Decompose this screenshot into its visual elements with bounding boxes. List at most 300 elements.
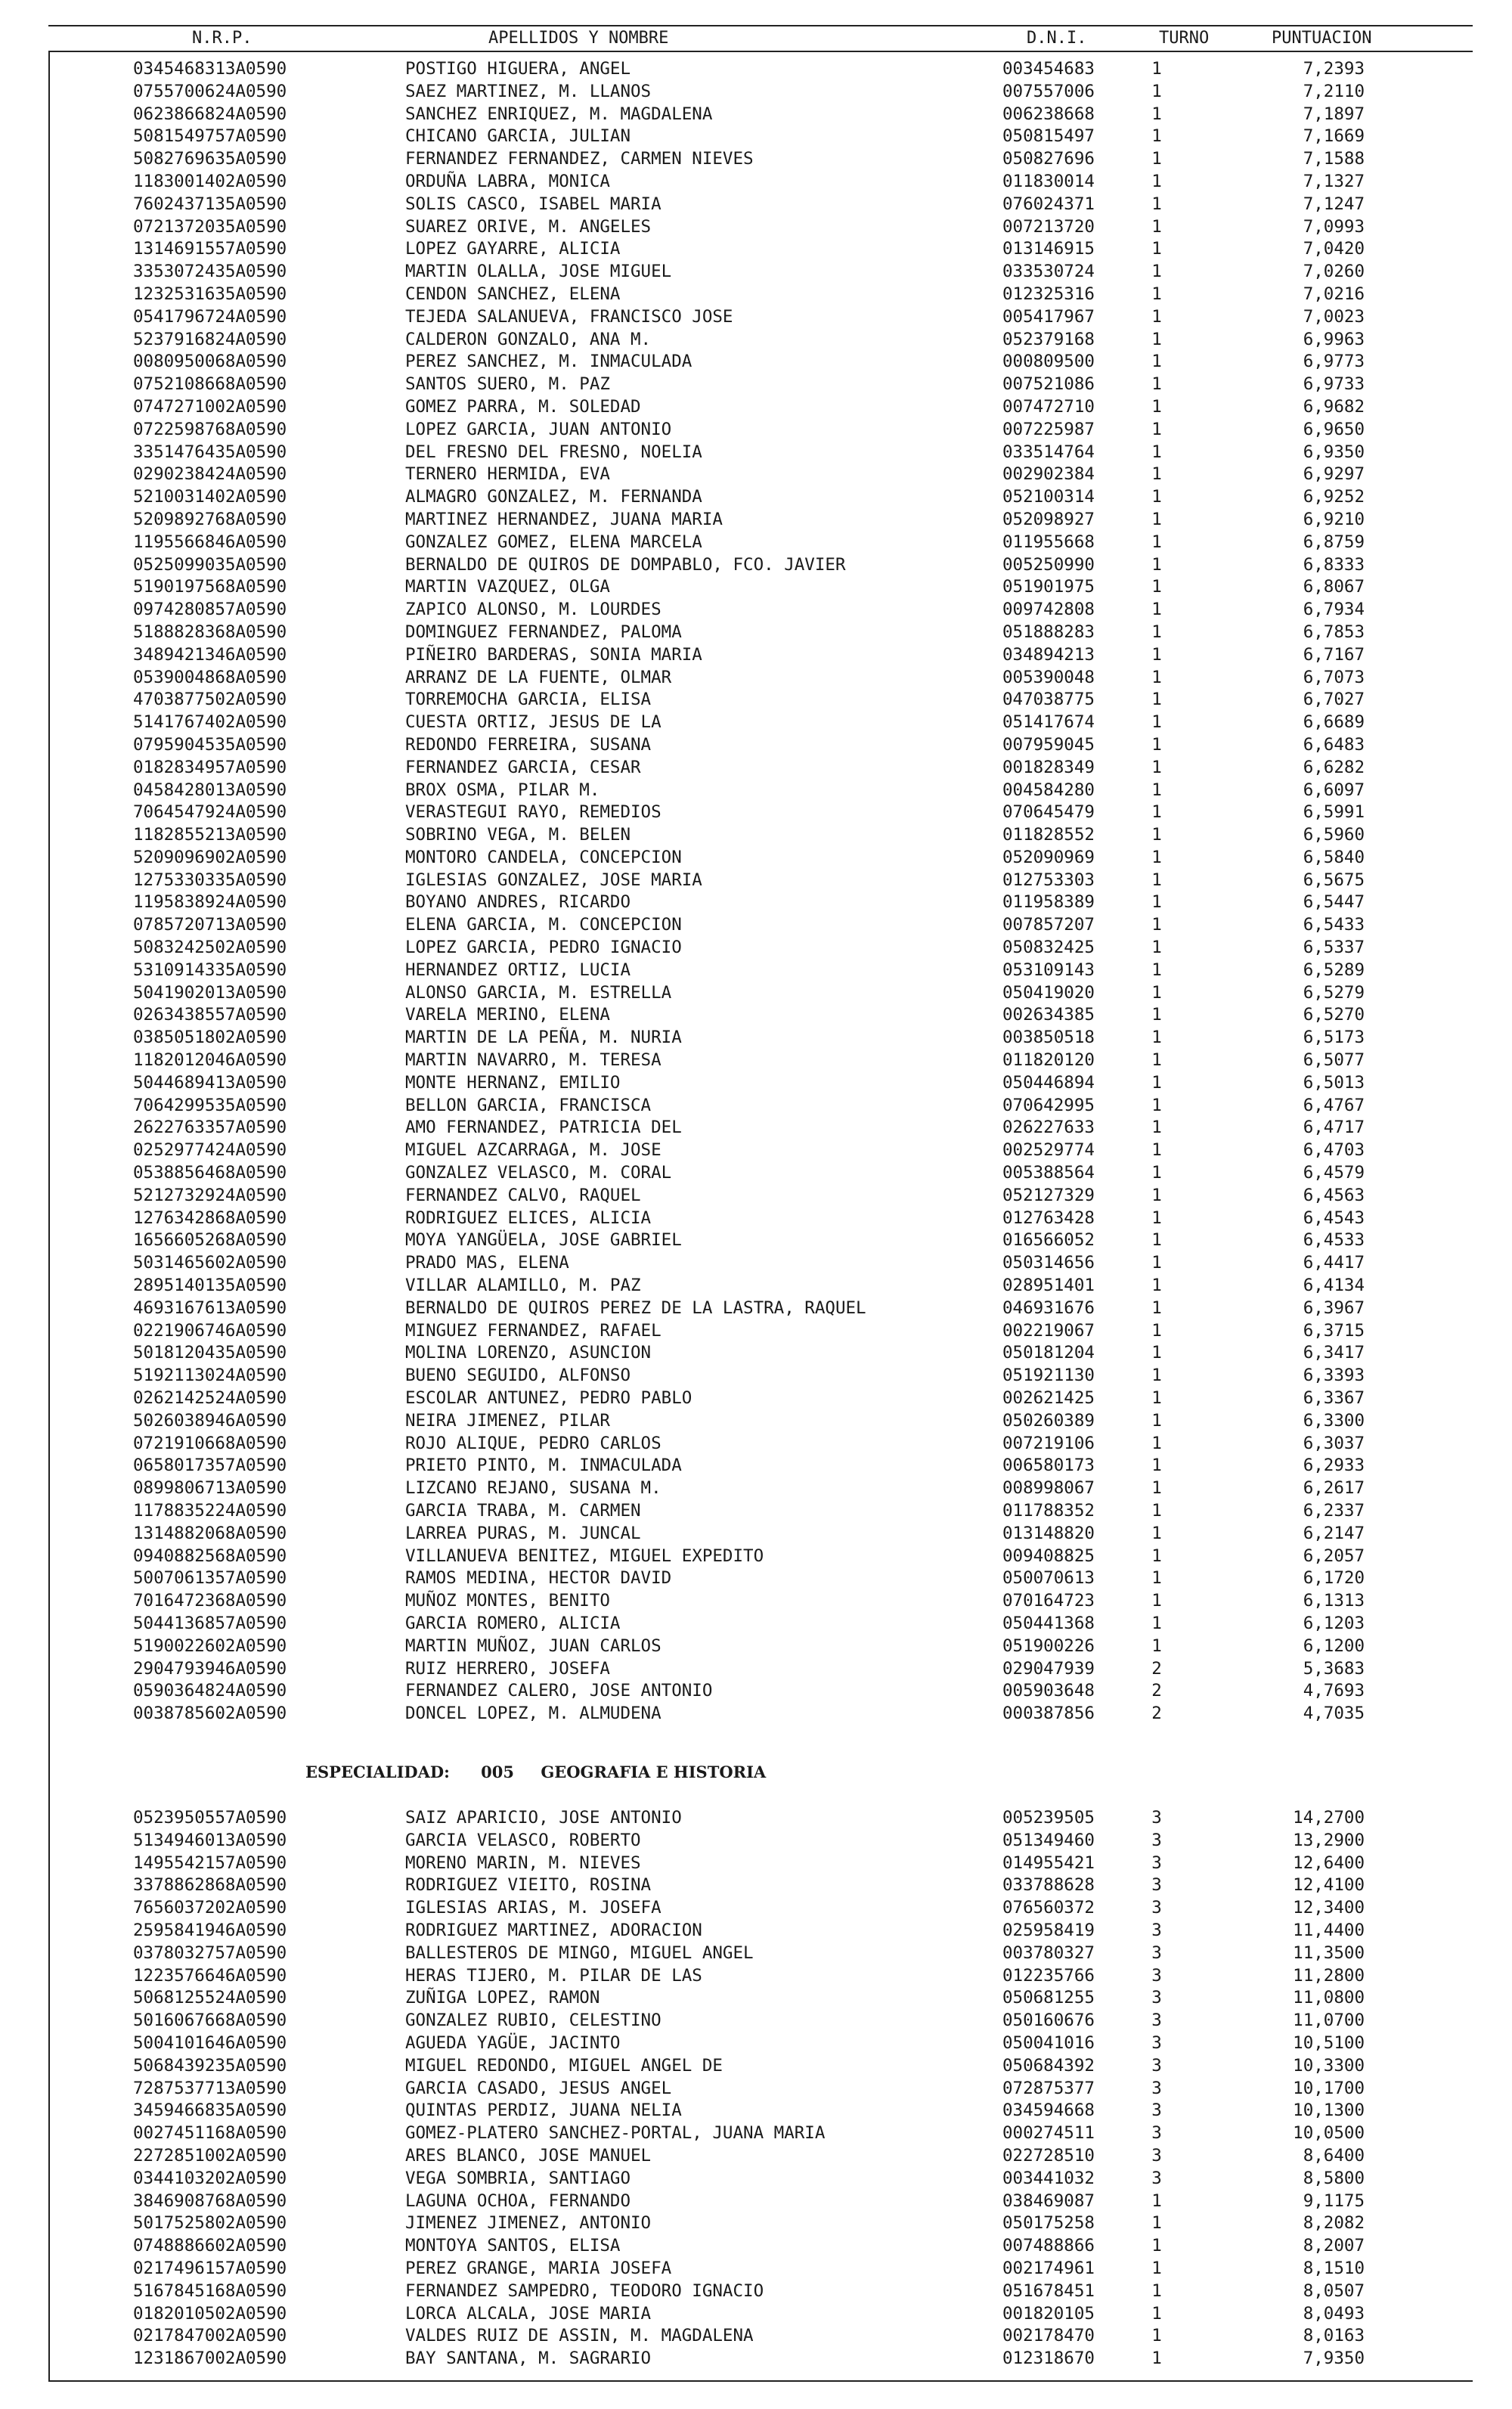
nrp-cell: 5081549757A0590 (133, 126, 287, 147)
name-cell: MONTE HERNANZ, EMILIO (405, 1072, 621, 1093)
dni-cell: 070645479 (1002, 802, 1095, 823)
puntuacion-cell: 7,2110 (1303, 81, 1365, 101)
name-cell: BELLON GARCIA, FRANCISCA (405, 1095, 652, 1115)
nrp-cell: 0027451168A0590 (133, 2123, 287, 2144)
name-cell: RODRIGUEZ ELICES, ALICIA (405, 1208, 652, 1228)
puntuacion-cell: 6,2337 (1303, 1501, 1365, 1521)
nrp-cell: 0378032757A0590 (133, 1942, 287, 1963)
specialty-label: ESPECIALIDAD: (305, 1763, 450, 1781)
table-row (0, 126, 1512, 148)
nrp-cell: 1182012046A0590 (133, 1050, 287, 1071)
nrp-cell: 5190022602A0590 (133, 1635, 287, 1656)
dni-cell: 007557006 (1002, 81, 1095, 101)
puntuacion-cell: 6,4717 (1303, 1118, 1365, 1138)
puntuacion-cell: 6,5289 (1303, 960, 1365, 980)
nrp-cell: 3846908768A0590 (133, 2190, 287, 2211)
turno-cell: 3 (1151, 1830, 1162, 1850)
nrp-cell: 0458428013A0590 (133, 780, 287, 800)
nrp-cell: 5209096902A0590 (133, 847, 287, 867)
turno-cell: 3 (1151, 2101, 1162, 2121)
turno-cell: 1 (1151, 622, 1162, 642)
name-cell: MARTINEZ HERNANDEZ, JUANA MARIA (405, 509, 723, 529)
dni-cell: 072875377 (1002, 2078, 1095, 2098)
puntuacion-cell: 6,3967 (1303, 1298, 1365, 1318)
name-cell: LOPEZ GAYARRE, ALICIA (405, 239, 621, 259)
name-cell: BROX OSMA, PILAR M. (405, 780, 600, 800)
table-row (0, 2032, 1512, 2055)
turno-cell: 3 (1151, 1852, 1162, 1873)
puntuacion-cell: 6,3417 (1303, 1343, 1365, 1363)
table-row (0, 1635, 1512, 1658)
nrp-cell: 5167845168A0590 (133, 2280, 287, 2301)
puntuacion-cell: 12,4100 (1293, 1875, 1365, 1896)
puntuacion-cell: 6,3393 (1303, 1366, 1365, 1386)
nrp-cell: 0755700624A0590 (133, 81, 287, 101)
table-row (0, 104, 1512, 126)
turno-cell: 1 (1151, 690, 1162, 710)
name-cell: ARRANZ DE LA FUENTE, OLMAR (405, 667, 672, 687)
dni-cell: 000274511 (1002, 2123, 1095, 2144)
turno-cell: 1 (1151, 59, 1162, 79)
turno-cell: 1 (1151, 487, 1162, 507)
table-row (0, 216, 1512, 239)
table-row (0, 576, 1512, 599)
puntuacion-cell: 6,8333 (1303, 554, 1365, 575)
turno-cell: 2 (1151, 1658, 1162, 1679)
puntuacion-cell: 6,5270 (1303, 1005, 1365, 1025)
table-row (0, 194, 1512, 216)
table-row (0, 1523, 1512, 1546)
dni-cell: 007225987 (1002, 419, 1095, 439)
table-row (0, 2212, 1512, 2235)
puntuacion-cell: 10,3300 (1293, 2055, 1365, 2076)
table-row (0, 1049, 1512, 1072)
puntuacion-cell: 11,2800 (1293, 1965, 1365, 1986)
puntuacion-cell: 6,1200 (1303, 1635, 1365, 1656)
name-cell: MONTOYA SANTOS, ELISA (405, 2236, 621, 2256)
name-cell: HERNANDEZ ORTIZ, LUCIA (405, 960, 631, 980)
turno-cell: 1 (1151, 262, 1162, 282)
name-cell: MARTIN MUÑOZ, JUAN CARLOS (405, 1635, 662, 1656)
turno-cell: 2 (1151, 1704, 1162, 1724)
nrp-cell: 4703877502A0590 (133, 690, 287, 710)
turno-cell: 1 (1151, 982, 1162, 1003)
nrp-cell: 0974280857A0590 (133, 600, 287, 620)
dni-cell: 007472710 (1002, 396, 1095, 417)
turno-cell: 1 (1151, 1072, 1162, 1093)
name-cell: AGUEDA YAGÜE, JACINTO (405, 2032, 621, 2053)
nrp-cell: 5016067668A0590 (133, 2011, 287, 2031)
table-row (0, 81, 1512, 104)
puntuacion-cell: 14,2700 (1293, 1808, 1365, 1828)
turno-cell: 1 (1151, 1568, 1162, 1589)
name-cell: RODRIGUEZ VIEITO, ROSINA (405, 1875, 652, 1896)
puntuacion-cell: 8,6400 (1303, 2145, 1365, 2166)
dni-cell: 002219067 (1002, 1320, 1095, 1341)
nrp-cell: 1231867002A0590 (133, 2349, 287, 2369)
turno-cell: 1 (1151, 2349, 1162, 2369)
puntuacion-cell: 11,3500 (1293, 1942, 1365, 1963)
dni-cell: 033514764 (1002, 442, 1095, 462)
puntuacion-cell: 7,9350 (1303, 2349, 1365, 2369)
dni-cell: 050419020 (1002, 982, 1095, 1003)
puntuacion-cell: 6,9650 (1303, 419, 1365, 439)
name-cell: FERNANDEZ FERNANDEZ, CARMEN NIEVES (405, 149, 754, 169)
name-cell: PEREZ GRANGE, MARIA JOSEFA (405, 2258, 672, 2278)
dni-cell: 012318670 (1002, 2349, 1095, 2369)
table-row (0, 891, 1512, 914)
table-row (0, 1252, 1512, 1275)
dni-cell: 004584280 (1002, 780, 1095, 800)
nrp-cell: 5017525802A0590 (133, 2213, 287, 2234)
name-cell: MARTIN VAZQUEZ, OLGA (405, 577, 610, 597)
dni-cell: 003850518 (1002, 1028, 1095, 1048)
turno-cell: 3 (1151, 1942, 1162, 1963)
dni-cell: 003780327 (1002, 1942, 1095, 1963)
dni-cell: 005250990 (1002, 554, 1095, 575)
puntuacion-cell: 6,9297 (1303, 464, 1365, 485)
table-row (0, 1874, 1512, 1897)
puntuacion-cell: 6,4543 (1303, 1208, 1365, 1228)
name-cell: MOLINA LORENZO, ASUNCION (405, 1343, 652, 1363)
turno-cell: 1 (1151, 780, 1162, 800)
dni-cell: 016566052 (1002, 1230, 1095, 1251)
name-cell: SANTOS SUERO, M. PAZ (405, 374, 610, 395)
dni-cell: 050260389 (1002, 1410, 1095, 1431)
turno-cell: 1 (1151, 1546, 1162, 1566)
turno-cell: 3 (1151, 2011, 1162, 2031)
name-cell: RODRIGUEZ MARTINEZ, ADORACION (405, 1920, 702, 1940)
table-row (0, 982, 1512, 1005)
puntuacion-cell: 12,3400 (1293, 1898, 1365, 1918)
puntuacion-cell: 6,6282 (1303, 757, 1365, 777)
puntuacion-cell: 8,0163 (1303, 2326, 1365, 2346)
nrp-cell: 5190197568A0590 (133, 577, 287, 597)
name-cell: GARCIA ROMERO, ALICIA (405, 1613, 621, 1633)
nrp-cell: 0525099035A0590 (133, 554, 287, 575)
turno-cell: 1 (1151, 104, 1162, 124)
header-puntuacion: PUNTUACION (1272, 29, 1372, 48)
nrp-cell: 0623866824A0590 (133, 104, 287, 124)
puntuacion-cell: 6,7167 (1303, 644, 1365, 665)
puntuacion-cell: 6,1720 (1303, 1568, 1365, 1589)
name-cell: BERNALDO DE QUIROS DE DOMPABLO, FCO. JAVIER (405, 554, 846, 575)
name-cell: IGLESIAS ARIAS, M. JOSEFA (405, 1898, 662, 1918)
specialty-code: 005 (481, 1763, 515, 1781)
name-cell: POSTIGO HIGUERA, ANGEL (405, 59, 631, 79)
turno-cell: 1 (1151, 938, 1162, 958)
nrp-cell: 1223576646A0590 (133, 1965, 287, 1986)
table-row (0, 1185, 1512, 1208)
name-cell: LOPEZ GARCIA, PEDRO IGNACIO (405, 938, 682, 958)
dni-cell: 029047939 (1002, 1658, 1095, 1679)
turno-cell: 3 (1151, 1898, 1162, 1918)
dni-cell: 012235766 (1002, 1965, 1095, 1986)
table-row (0, 2100, 1512, 2122)
puntuacion-cell: 7,0260 (1303, 262, 1365, 282)
nrp-cell: 0590364824A0590 (133, 1681, 287, 1701)
name-cell: BOYANO ANDRES, RICARDO (405, 892, 631, 913)
dni-cell: 009408825 (1002, 1546, 1095, 1566)
dni-cell: 033530724 (1002, 262, 1095, 282)
name-cell: AMO FERNANDEZ, PATRICIA DEL (405, 1118, 682, 1138)
puntuacion-cell: 10,1300 (1293, 2101, 1365, 2121)
puntuacion-cell: 6,5337 (1303, 938, 1365, 958)
candidate-table-1 (0, 58, 1512, 1725)
turno-cell: 1 (1151, 847, 1162, 867)
turno-cell: 1 (1151, 284, 1162, 304)
name-cell: RAMOS MEDINA, HECTOR DAVID (405, 1568, 672, 1589)
nrp-cell: 1276342868A0590 (133, 1208, 287, 1228)
nrp-cell: 3351476435A0590 (133, 442, 287, 462)
dni-cell: 050441368 (1002, 1613, 1095, 1633)
puntuacion-cell: 6,2057 (1303, 1546, 1365, 1566)
specialty-heading (305, 1759, 766, 1785)
dni-cell: 005388564 (1002, 1163, 1095, 1183)
puntuacion-cell: 8,1510 (1303, 2258, 1365, 2278)
dni-cell: 006580173 (1002, 1456, 1095, 1476)
table-row (0, 2145, 1512, 2168)
puntuacion-cell: 6,3037 (1303, 1433, 1365, 1453)
nrp-cell: 5044689413A0590 (133, 1072, 287, 1093)
dni-cell: 070164723 (1002, 1591, 1095, 1611)
turno-cell: 1 (1151, 1613, 1162, 1633)
name-cell: SAIZ APARICIO, JOSE ANTONIO (405, 1808, 682, 1828)
name-cell: FERNANDEZ GARCIA, CESAR (405, 757, 641, 777)
table-row (0, 622, 1512, 644)
turno-cell: 1 (1151, 464, 1162, 485)
dni-cell: 007521086 (1002, 374, 1095, 395)
nrp-cell: 1195838924A0590 (133, 892, 287, 913)
name-cell: RUIZ HERRERO, JOSEFA (405, 1658, 610, 1679)
nrp-cell: 2622763357A0590 (133, 1118, 287, 1138)
puntuacion-cell: 6,4417 (1303, 1253, 1365, 1273)
dni-cell: 046931676 (1002, 1298, 1095, 1318)
name-cell: GONZALEZ RUBIO, CELESTINO (405, 2011, 662, 2031)
table-row (0, 2348, 1512, 2370)
nrp-cell: 3489421346A0590 (133, 644, 287, 665)
turno-cell: 1 (1151, 825, 1162, 845)
dni-cell: 011955668 (1002, 532, 1095, 552)
turno-cell: 1 (1151, 352, 1162, 372)
dni-cell: 051888283 (1002, 622, 1095, 642)
nrp-cell: 0541796724A0590 (133, 306, 287, 327)
nrp-cell: 0182834957A0590 (133, 757, 287, 777)
table-row (0, 780, 1512, 802)
puntuacion-cell: 12,6400 (1293, 1852, 1365, 1873)
name-cell: GARCIA CASADO, JESUS ANGEL (405, 2078, 672, 2098)
turno-cell: 1 (1151, 2326, 1162, 2346)
puntuacion-cell: 6,4579 (1303, 1163, 1365, 1183)
puntuacion-cell: 6,9733 (1303, 374, 1365, 395)
turno-cell: 1 (1151, 239, 1162, 259)
puntuacion-cell: 11,0700 (1293, 2011, 1365, 2031)
turno-cell: 1 (1151, 2303, 1162, 2324)
dni-cell: 050684392 (1002, 2055, 1095, 2076)
name-cell: MINGUEZ FERNANDEZ, RAFAEL (405, 1320, 662, 1341)
dni-cell: 011830014 (1002, 171, 1095, 191)
nrp-cell: 0344103202A0590 (133, 2168, 287, 2188)
turno-cell: 1 (1151, 81, 1162, 101)
table-row (0, 870, 1512, 892)
dni-cell: 011958389 (1002, 892, 1095, 913)
puntuacion-cell: 6,5447 (1303, 892, 1365, 913)
table-row (0, 284, 1512, 306)
name-cell: DOMINGUEZ FERNANDEZ, PALOMA (405, 622, 682, 642)
turno-cell: 1 (1151, 1005, 1162, 1025)
dni-cell: 012325316 (1002, 284, 1095, 304)
name-cell: CENDON SANCHEZ, ELENA (405, 284, 621, 304)
dni-cell: 005390048 (1002, 667, 1095, 687)
turno-cell: 1 (1151, 1433, 1162, 1453)
dni-cell: 034594668 (1002, 2101, 1095, 2121)
table-row (0, 757, 1512, 780)
name-cell: ZAPICO ALONSO, M. LOURDES (405, 600, 662, 620)
nrp-cell: 1195566846A0590 (133, 532, 287, 552)
turno-cell: 1 (1151, 1388, 1162, 1409)
turno-cell: 1 (1151, 2258, 1162, 2278)
name-cell: IGLESIAS GONZALEZ, JOSE MARIA (405, 870, 702, 890)
table-row (0, 532, 1512, 554)
turno-cell: 1 (1151, 1298, 1162, 1318)
dni-cell: 025958419 (1002, 1920, 1095, 1940)
turno-cell: 1 (1151, 2213, 1162, 2234)
turno-cell: 1 (1151, 126, 1162, 147)
nrp-cell: 2272851002A0590 (133, 2145, 287, 2166)
nrp-cell: 0038785602A0590 (133, 1704, 287, 1724)
name-cell: GARCIA VELASCO, ROBERTO (405, 1830, 641, 1850)
puntuacion-cell: 4,7035 (1303, 1704, 1365, 1724)
nrp-cell: 1495542157A0590 (133, 1852, 287, 1873)
table-row (0, 1965, 1512, 1988)
nrp-cell: 7064547924A0590 (133, 802, 287, 823)
dni-cell: 050070613 (1002, 1568, 1095, 1589)
table-row (0, 2190, 1512, 2213)
puntuacion-cell: 6,1313 (1303, 1591, 1365, 1611)
turno-cell: 1 (1151, 1185, 1162, 1205)
dni-cell: 050827696 (1002, 149, 1095, 169)
table-row (0, 2010, 1512, 2032)
nrp-cell: 5026038946A0590 (133, 1410, 287, 1431)
table-row (0, 599, 1512, 622)
dni-cell: 007213720 (1002, 216, 1095, 237)
turno-cell: 1 (1151, 1635, 1162, 1656)
turno-cell: 3 (1151, 1875, 1162, 1896)
puntuacion-cell: 6,7073 (1303, 667, 1365, 687)
name-cell: SAEZ MARTINEZ, M. LLANOS (405, 81, 652, 101)
puntuacion-cell: 6,9682 (1303, 396, 1365, 417)
puntuacion-cell: 6,7853 (1303, 622, 1365, 642)
name-cell: FERNANDEZ CALERO, JOSE ANTONIO (405, 1681, 713, 1701)
table-row (0, 667, 1512, 690)
dni-cell: 003441032 (1002, 2168, 1095, 2188)
name-cell: ARES BLANCO, JOSE MANUEL (405, 2145, 652, 2166)
dni-cell: 008998067 (1002, 1478, 1095, 1499)
turno-cell: 1 (1151, 600, 1162, 620)
name-cell: MARTIN NAVARRO, M. TERESA (405, 1050, 662, 1071)
puntuacion-cell: 7,1247 (1303, 194, 1365, 214)
puntuacion-cell: 6,9963 (1303, 329, 1365, 349)
name-cell: MARTIN OLALLA, JOSE MIGUEL (405, 262, 672, 282)
nrp-cell: 0252977424A0590 (133, 1140, 287, 1161)
puntuacion-cell: 6,4533 (1303, 1230, 1365, 1251)
puntuacion-cell: 13,2900 (1293, 1830, 1365, 1850)
dni-cell: 052127329 (1002, 1185, 1095, 1205)
nrp-cell: 5044136857A0590 (133, 1613, 287, 1633)
puntuacion-cell: 8,0493 (1303, 2303, 1365, 2324)
turno-cell: 1 (1151, 1140, 1162, 1161)
name-cell: TORREMOCHA GARCIA, ELISA (405, 690, 652, 710)
table-row (0, 148, 1512, 171)
nrp-cell: 0795904535A0590 (133, 734, 287, 755)
name-cell: REDONDO FERREIRA, SUSANA (405, 734, 652, 755)
puntuacion-cell: 11,4400 (1293, 1920, 1365, 1940)
turno-cell: 3 (1151, 2078, 1162, 2098)
name-cell: TERNERO HERMIDA, EVA (405, 464, 610, 485)
puntuacion-cell: 8,5800 (1303, 2168, 1365, 2188)
puntuacion-cell: 6,5840 (1303, 847, 1365, 867)
nrp-cell: 0182010502A0590 (133, 2303, 287, 2324)
puntuacion-cell: 6,8067 (1303, 577, 1365, 597)
puntuacion-cell: 7,0993 (1303, 216, 1365, 237)
turno-cell: 1 (1151, 892, 1162, 913)
puntuacion-cell: 6,6689 (1303, 712, 1365, 733)
name-cell: VEGA SOMBRIA, SANTIAGO (405, 2168, 631, 2188)
table-row (0, 1680, 1512, 1703)
puntuacion-cell: 6,5433 (1303, 915, 1365, 935)
table-row (0, 1387, 1512, 1410)
name-cell: JIMENEZ JIMENEZ, ANTONIO (405, 2213, 652, 2234)
puntuacion-cell: 5,3683 (1303, 1658, 1365, 1679)
table-row (0, 1567, 1512, 1590)
puntuacion-cell: 8,2082 (1303, 2213, 1365, 2234)
name-cell: SANCHEZ ENRIQUEZ, M. MAGDALENA (405, 104, 713, 124)
table-row (0, 937, 1512, 960)
turno-cell: 1 (1151, 712, 1162, 733)
table-row (0, 1658, 1512, 1681)
name-cell: ALMAGRO GONZALEZ, M. FERNANDA (405, 487, 702, 507)
table-row (0, 960, 1512, 982)
nrp-cell: 5083242502A0590 (133, 938, 287, 958)
puntuacion-cell: 6,4563 (1303, 1185, 1365, 1205)
name-cell: MIGUEL REDONDO, MIGUEL ANGEL DE (405, 2055, 723, 2076)
name-cell: CALDERON GONZALO, ANA M. (405, 329, 652, 349)
name-cell: LIZCANO REJANO, SUSANA M. (405, 1478, 662, 1499)
dni-cell: 011788352 (1002, 1501, 1095, 1521)
puntuacion-cell: 10,1700 (1293, 2078, 1365, 2098)
nrp-cell: 1232531635A0590 (133, 284, 287, 304)
turno-cell: 1 (1151, 1095, 1162, 1115)
table-row (0, 1117, 1512, 1139)
dni-cell: 007219106 (1002, 1433, 1095, 1453)
dni-cell: 002174961 (1002, 2258, 1095, 2278)
nrp-cell: 7064299535A0590 (133, 1095, 287, 1115)
name-cell: BUENO SEGUIDO, ALFONSO (405, 1366, 631, 1386)
nrp-cell: 0080950068A0590 (133, 352, 287, 372)
turno-cell: 1 (1151, 915, 1162, 935)
turno-cell: 1 (1151, 734, 1162, 755)
puntuacion-cell: 6,2617 (1303, 1478, 1365, 1499)
table-row (0, 2055, 1512, 2078)
table-row (0, 374, 1512, 396)
turno-cell: 1 (1151, 1230, 1162, 1251)
turno-cell: 3 (1151, 1808, 1162, 1828)
name-cell: GARCIA TRABA, M. CARMEN (405, 1501, 641, 1521)
table-row (0, 1365, 1512, 1387)
nrp-cell: 5188828368A0590 (133, 622, 287, 642)
turno-cell: 1 (1151, 216, 1162, 237)
name-cell: FERNANDEZ CALVO, RAQUEL (405, 1185, 641, 1205)
